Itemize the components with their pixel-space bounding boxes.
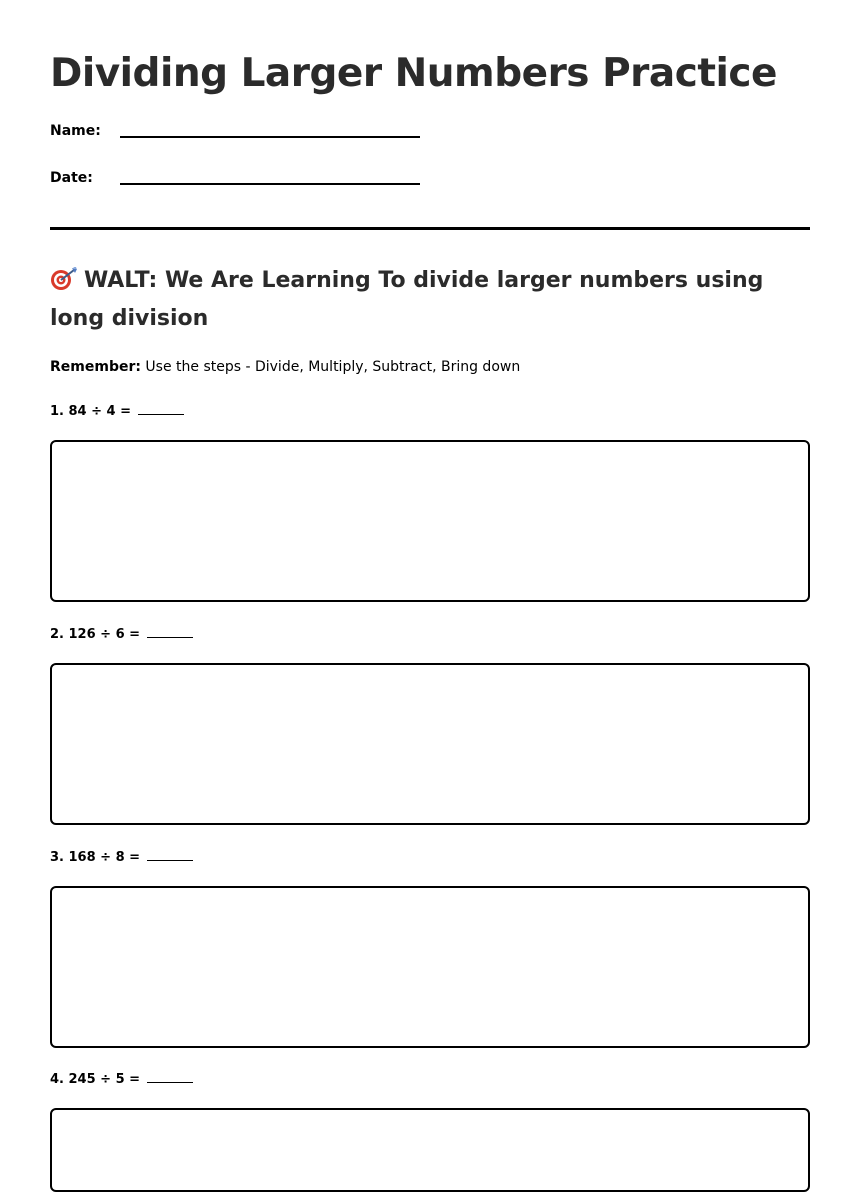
work-box[interactable]	[50, 663, 810, 825]
walt-heading	[50, 262, 810, 338]
work-box[interactable]	[50, 886, 810, 1048]
remember-line	[50, 357, 520, 377]
question-text: 2. 126 ÷ 6 =	[50, 627, 141, 642]
question-label	[50, 402, 184, 422]
answer-blank[interactable]	[147, 848, 193, 861]
question-label	[50, 1070, 193, 1090]
name-input-line[interactable]	[120, 136, 420, 138]
answer-blank[interactable]	[138, 402, 184, 415]
answer-blank[interactable]	[147, 1070, 193, 1083]
question-text: 1. 84 ÷ 4 =	[50, 404, 132, 419]
answer-blank[interactable]	[147, 625, 193, 638]
name-label: Name:	[50, 123, 101, 139]
date-input-line[interactable]	[120, 183, 420, 185]
question-text: 3. 168 ÷ 8 =	[50, 850, 141, 865]
work-box[interactable]	[50, 440, 810, 602]
question-label	[50, 848, 193, 868]
date-label: Date:	[50, 170, 93, 186]
page-title: Dividing Larger Numbers Practice	[50, 51, 777, 96]
remember-text: Use the steps - Divide, Multiply, Subtract, Bring down	[145, 359, 521, 375]
work-box[interactable]	[50, 1108, 810, 1192]
header-divider	[50, 227, 810, 230]
date-field-row	[50, 169, 450, 199]
question-text: 4. 245 ÷ 5 =	[50, 1072, 141, 1087]
walt-text: WALT: We Are Learning To divide larger numbers using long division	[50, 268, 764, 331]
question-label	[50, 625, 193, 645]
name-field-row	[50, 122, 450, 152]
remember-label: Remember:	[50, 359, 141, 375]
dart-target-icon	[50, 267, 78, 291]
